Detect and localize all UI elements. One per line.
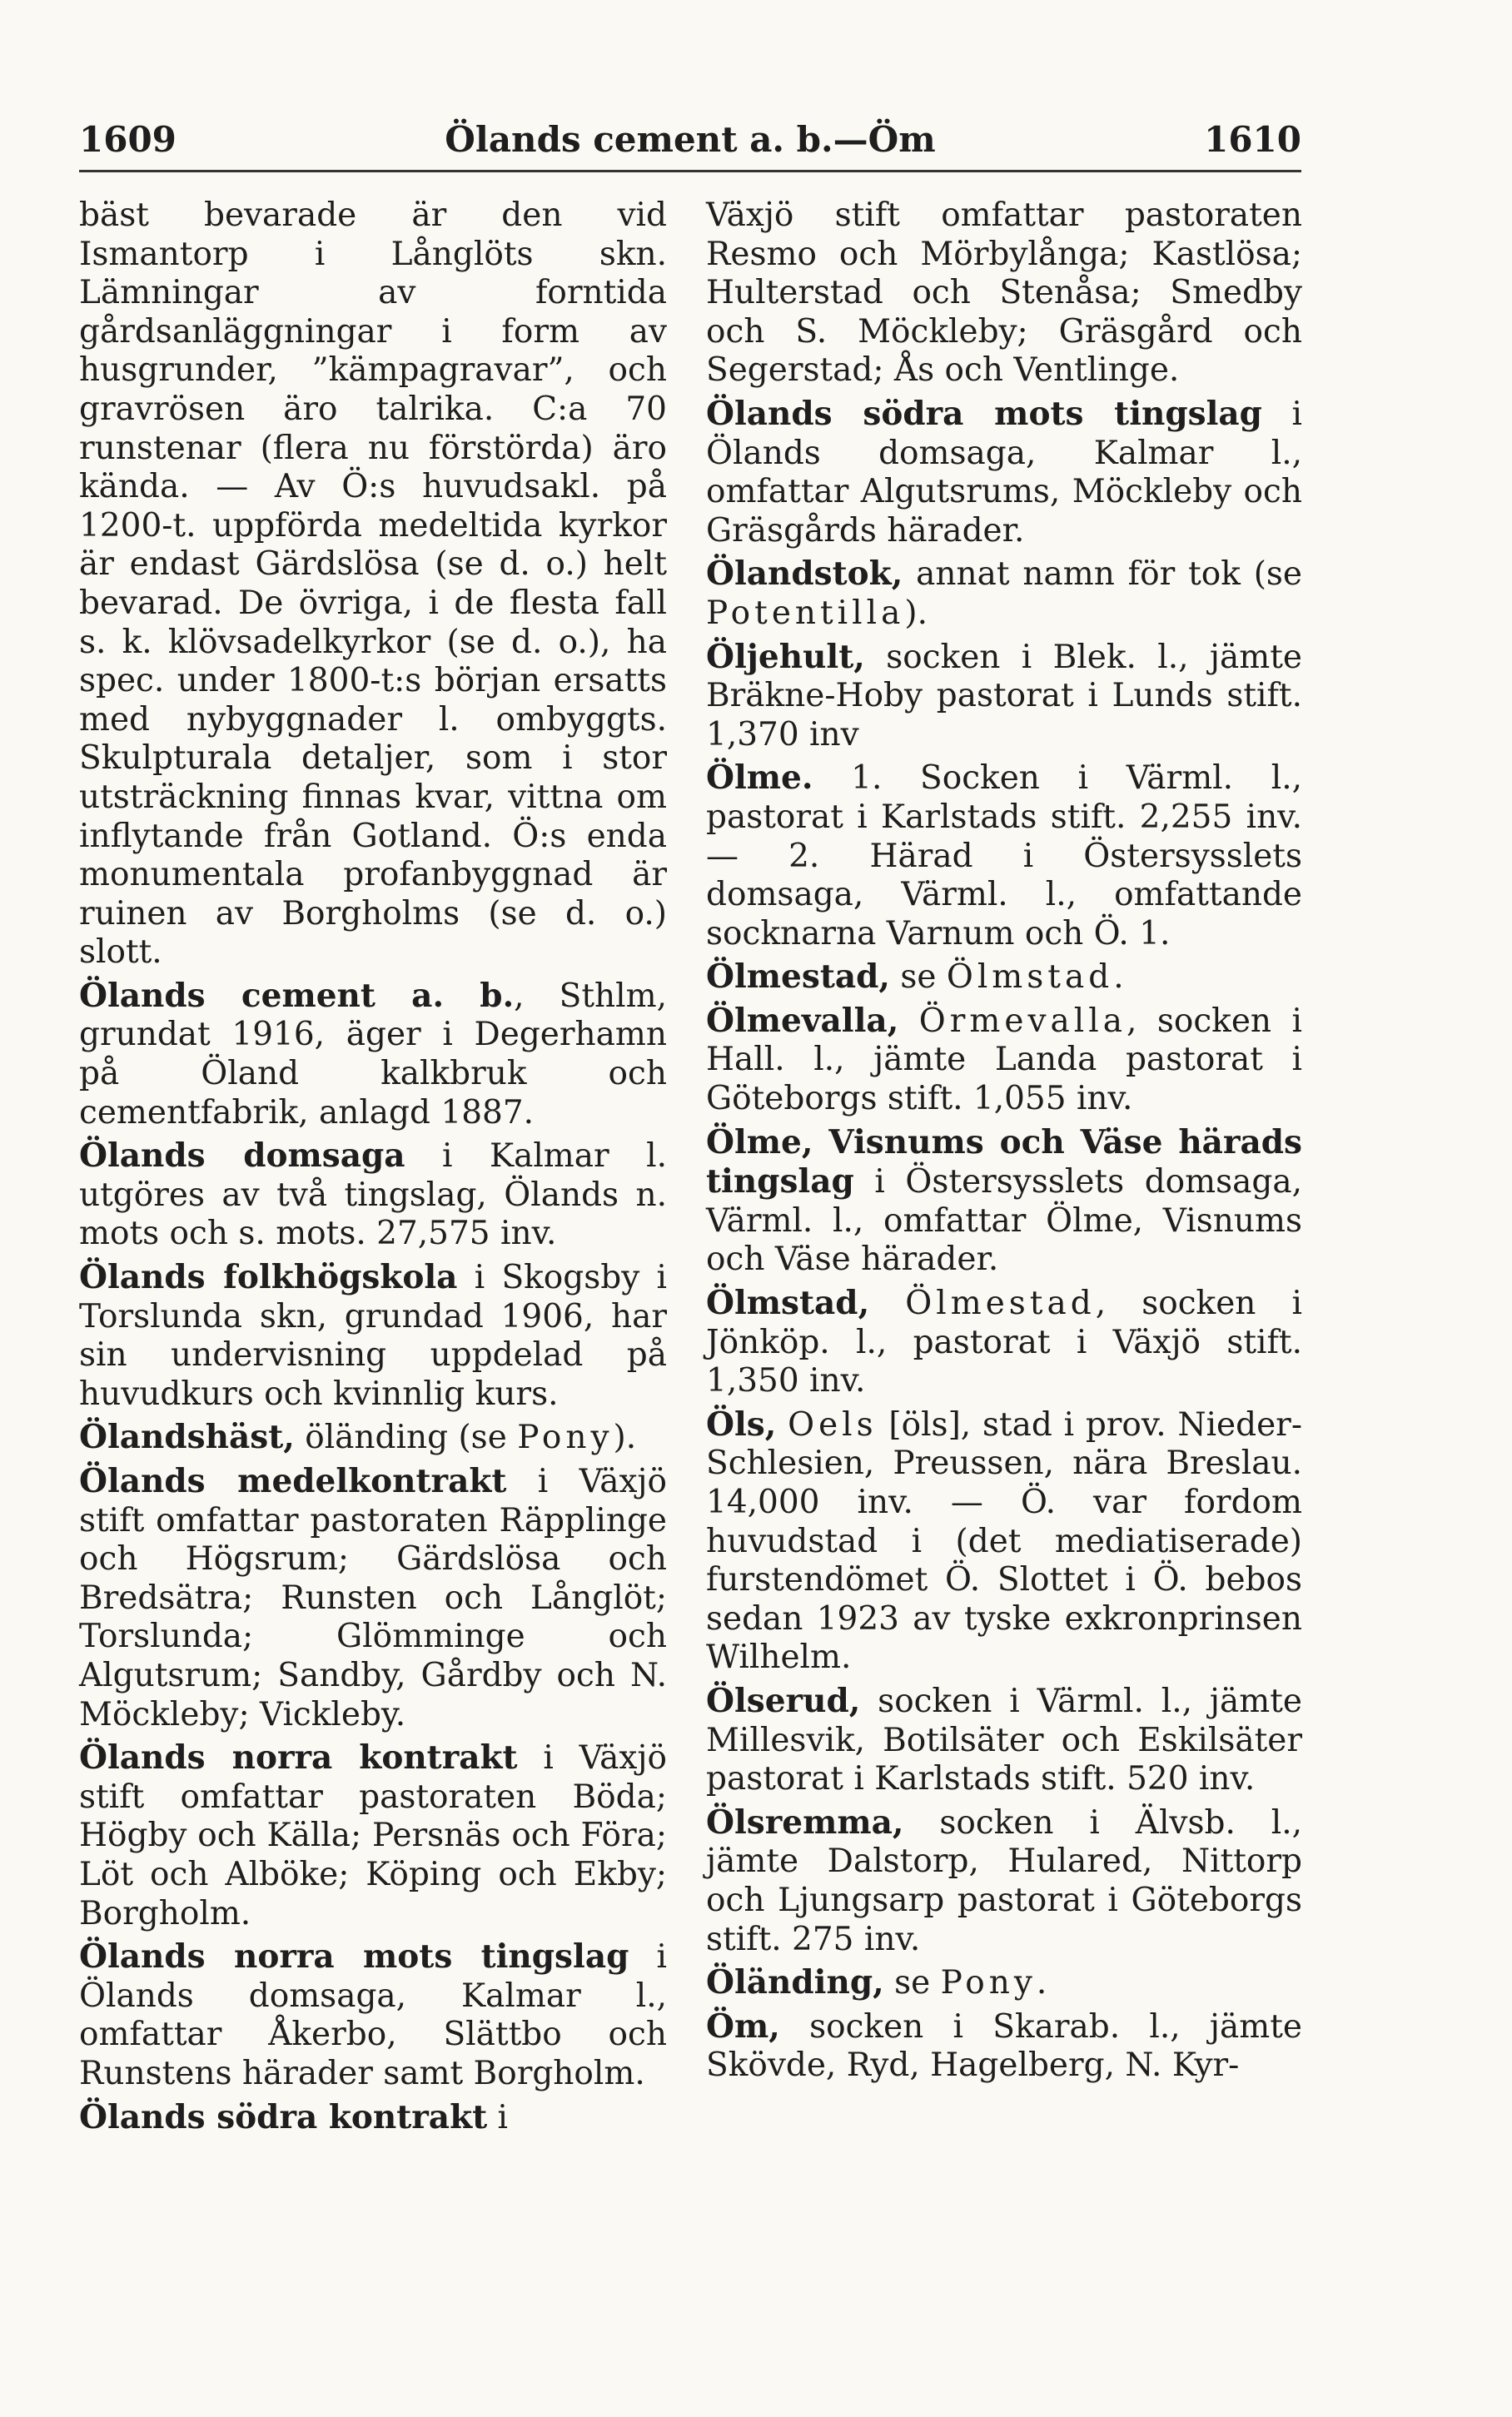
entry-headword: Ölmstad, [706, 1284, 870, 1323]
variant-spelling: Oels [788, 1405, 878, 1444]
entry-headword: Ölands folkhögskola [79, 1258, 458, 1297]
entry-olsremma [706, 1803, 1302, 1959]
entry-olandshast [79, 1418, 667, 1458]
entry-text: i Östersysslets domsaga, Värml. l., omfattar Ölme, Visnums och Väse härader. [706, 1163, 1302, 1279]
entry-om [706, 2007, 1302, 2086]
entry-text: socken i Blek. l., jämte Bräkne-Hoby pastorat i Lunds stift. 1,370 inv [706, 638, 1302, 753]
entry-text: 1. Socken i Värml. l., pastorat i Karlstads stift. 2,255 inv. — 2. Härad i Östersysslets domsaga, Värml. l., omfattande socknarna Varnum och Ö. 1. [706, 759, 1302, 952]
entry-text-tail: ). [904, 594, 928, 632]
entry-headword: Ölandstok, [706, 555, 903, 594]
cross-reference: Ölmstad [946, 958, 1114, 997]
entry-text: se [889, 958, 947, 997]
continued-entry-text: Växjö stift omfattar pastoraten Resmo och Mörbylånga; Kastlösa; Hulterstad och Stenåsa; Smedby och S. Möckleby; Gräsgård och Segerstad; Ås och Ventlinge. [706, 196, 1302, 390]
entry-olands-sodra-kontrakt [79, 2098, 667, 2138]
entry-headword: Ölands södra kontrakt [79, 2097, 488, 2136]
entry-headword: Ölandshäst, [79, 1418, 295, 1457]
entry-text-tail: ). [613, 1419, 637, 1457]
entry-olanning [706, 1963, 1302, 2003]
entry-text-tail: . [1113, 958, 1124, 997]
left-column [79, 196, 667, 2137]
entry-text: socken i Värml. l., jämte Millesvik, Botilsäter och Eskilsäter pastorat i Karlstads stift. 520 inv. [706, 1682, 1302, 1798]
entry-text-tail: [öls], stad i prov. Nieder-Schlesien, Preussen, nära Breslau. 14,000 inv. — Ö. var fordom huvudstad i (det mediatiserade) furstendömet Ö. Slottet i Ö. bebos sedan 1923 av tyske exkronprinsen Wilhelm. [706, 1405, 1303, 1677]
entry-text: annat namn för tok (se [903, 555, 1302, 594]
entry-text: i [487, 2098, 508, 2136]
entry-olands-medelkontrakt [79, 1462, 667, 1734]
variant-spelling: Örmevalla [918, 1002, 1127, 1040]
entry-text: socken i Älvsb. l., jämte Dalstorp, Hulared, Nittorp och Ljungsarp pastorat i Göteborgs stift. 275 inv. [706, 1803, 1302, 1958]
entry-text: i Skogsby i Torslunda skn, grundad 1906, har sin undervisning uppdelad på huvudkurs och kvinnlig kurs. [79, 1259, 667, 1413]
entry-headword: Öljehult, [706, 637, 865, 676]
entry-headword: Ölserud, [706, 1681, 861, 1720]
cross-reference: Pony [940, 1964, 1037, 2002]
cross-reference: Pony [517, 1419, 614, 1457]
entry-text: i Växjö stift omfattar pastoraten Böda; Högby och Källa; Persnäs och Föra; Löt och Alböke; Köping och Ekby; Borgholm. [79, 1739, 667, 1932]
entry-headword: Ölmestad, [706, 957, 890, 997]
entry-olands-norra-kontrakt [79, 1738, 667, 1933]
entry-olandstok [706, 555, 1302, 633]
entry-olands-norra-mots-tingslag [79, 1937, 667, 2093]
entry-headword: Ölands cement a. b. [79, 976, 515, 1015]
entry-text-tail: , socken i Jönköp. l., pastorat i Växjö stift. 1,350 inv. [706, 1285, 1302, 1400]
entry-text: i Växjö stift omfattar pastoraten Räpplinge och Högsrum; Gärdslösa och Bredsätra; Runsten och Långlöt; Torslunda; Glömminge och Algutsrum; Sandby, Gårdby och N. Möckleby; Vickleby. [79, 1463, 668, 1733]
right-page-number: 1610 [1204, 119, 1301, 160]
entry-ols [706, 1405, 1302, 1678]
entry-headword: Ölands norra kontrakt [79, 1738, 518, 1778]
entry-text-tail: . [1036, 1964, 1047, 2002]
right-column [706, 196, 1302, 2086]
entry-headword: Ölands södra mots tingslag [706, 394, 1262, 433]
entry-headword: Ölands norra mots tingslag [79, 1937, 629, 1977]
entry-text: i Kalmar l. utgöres av två tingslag, Ölands n. mots och s. mots. 27,575 inv. [79, 1137, 667, 1253]
entry-headword: Ölmevalla, [706, 1001, 899, 1040]
entry-olme-visnums-vase-tingslag [706, 1123, 1302, 1280]
entry-text: i Ölands domsaga, Kalmar l., omfattar Algutsrums, Möckleby och Gräsgårds härader. [706, 395, 1302, 550]
entry-headword: Öm, [706, 2007, 780, 2046]
running-title: Ölands cement a. b.—Öm [445, 119, 936, 160]
entry-text [869, 1285, 905, 1322]
entry-headword: Ölme. [706, 758, 813, 798]
entry-headword: Öländing, [706, 1963, 884, 2002]
entry-headword: Ölands medelkontrakt [79, 1462, 507, 1500]
entry-olmstad [706, 1284, 1302, 1401]
entry-olands-domsaga [79, 1136, 667, 1254]
entry-olands-folkhogskola [79, 1258, 667, 1414]
entry-olserud [706, 1682, 1302, 1799]
header-rule [79, 170, 1301, 172]
entry-text-tail: , socken i Hall. l., jämte Landa pastorat i Göteborgs stift. 1,055 inv. [706, 1002, 1302, 1118]
entry-oljehult [706, 638, 1302, 755]
entry-text: i Ölands domsaga, Kalmar l., omfattar Åkerbo, Slättbo och Runstens härader samt Borgholm. [79, 1938, 667, 2092]
left-page-number: 1609 [79, 119, 177, 160]
entry-text: socken i Skarab. l., jämte Skövde, Ryd, Hagelberg, N. Kyr- [706, 2007, 1302, 2085]
cross-reference: Potentilla [706, 594, 905, 632]
entry-headword: Ölsremma, [706, 1803, 904, 1842]
entry-text [776, 1406, 788, 1444]
entry-headword: Ölands domsaga [79, 1136, 405, 1176]
entry-text [898, 1002, 919, 1040]
variant-spelling: Ölmestad [905, 1285, 1096, 1323]
entry-olmestad [706, 957, 1302, 997]
entry-text: , Sthlm, grundat 1916, äger i Degerhamn på Öland kalkbruk och cementfabrik, anlagd 1887. [79, 977, 668, 1131]
entry-headword: Öls, [706, 1405, 777, 1444]
continued-entry-text: bäst bevarade är den vid Ismantorp i Långlöts skn. Lämningar av forntida gårdsanläggningar i form av husgrunder, ”kämpagravar”, och gravrösen äro talrika. C:a 70 runstenar (flera nu förstörda) äro kända. — Av Ö:s huvudsakl. på 1200-t. uppförda medeltida kyrkor är endast Gärdslösa (se d. o.) helt bevarad. De övriga, i de flesta fall s. k. klövsadelkyrkor (se d. o.), ha spec. under 1800-t:s början ersatts med nybyggnader l. ombyggts. Skulpturala detaljer, som i stor utsträckning finnas kvar, vittna om inflytande från Gotland. Ö:s enda monumentala profanbyggnad är ruinen av Borgholms (se d. o.) slott. [79, 196, 667, 972]
entry-headword: Ölme, Visnums och Väse härads tingslag [706, 1122, 1302, 1201]
page-header [79, 115, 1301, 165]
entry-text: se [883, 1964, 941, 2002]
entry-olands-sodra-mots-tingslag [706, 395, 1302, 550]
entry-text: öländing (se [294, 1419, 518, 1457]
entry-olme [706, 758, 1302, 953]
entry-olands-cement [79, 977, 667, 1132]
entry-olmevalla [706, 1002, 1302, 1119]
